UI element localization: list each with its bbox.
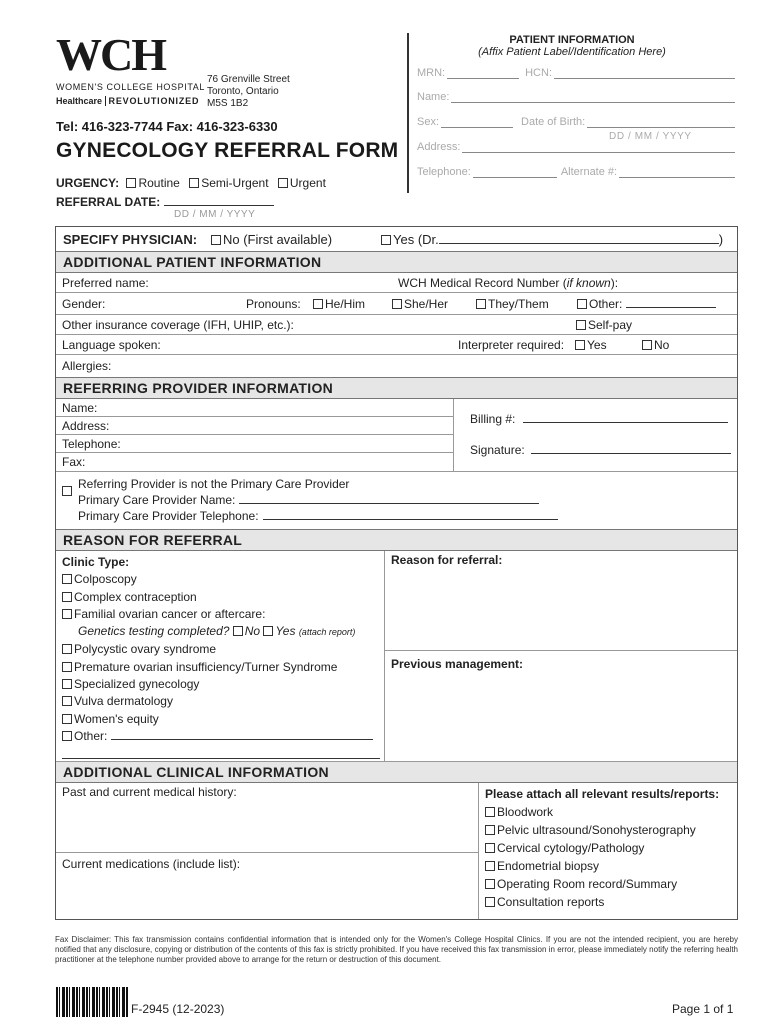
tagline-a: Healthcare: [56, 96, 103, 106]
attach-cytology: [485, 839, 719, 857]
dob-hint: DD / MM / YYYY: [609, 131, 692, 142]
interpreter-no: [642, 338, 669, 352]
genetics-no-checkbox[interactable]: [233, 626, 243, 636]
mrn-label: MRN:: [417, 67, 446, 79]
previous-label: Previous management:: [391, 657, 524, 671]
genetics-yes-checkbox[interactable]: [263, 626, 273, 636]
genetics-label: Genetics testing completed?: [78, 624, 230, 639]
self-pay-label: Self-pay: [588, 318, 633, 332]
urgency-row: [56, 176, 326, 190]
hospital-logo: WCH: [56, 29, 165, 80]
pronoun-he: [313, 297, 365, 311]
medications-box[interactable]: [56, 853, 478, 875]
address-line-2: Toronto, Ontario: [207, 86, 279, 97]
signature-field[interactable]: [531, 443, 731, 454]
form-code: F-2945 (12-2023): [131, 1002, 225, 1016]
pcp-name-label: Primary Care Provider Name:: [78, 493, 236, 507]
urgency-label: URGENCY:: [56, 176, 120, 190]
hospital-name: WOMEN'S COLLEGE HOSPITAL: [56, 82, 205, 92]
history-box[interactable]: [56, 783, 478, 853]
section-reason: REASON FOR REFERRAL: [56, 529, 737, 551]
address-row: [417, 141, 735, 153]
preferred-name-label: Preferred name:: [62, 276, 149, 290]
physician-close: ): [718, 232, 724, 247]
specialized-label: Specialized gynecology: [74, 677, 200, 692]
clinic-contraception: [62, 589, 378, 606]
pcp-phone-field[interactable]: [263, 509, 558, 520]
attach-or-record: [485, 875, 719, 893]
she-checkbox[interactable]: [392, 299, 402, 309]
other-pronoun-label: Other:: [589, 297, 623, 311]
previous-box[interactable]: [385, 651, 737, 677]
clinic-list: [56, 551, 385, 762]
ovarian-checkbox[interactable]: [62, 609, 72, 619]
provider-address-label: Address:: [56, 417, 453, 435]
clinic-vulva: [62, 693, 378, 710]
alternate-label: Alternate #:: [560, 166, 618, 178]
attach-list: [485, 785, 719, 911]
patient-name-label: Name:: [417, 91, 450, 103]
form-title: GYNECOLOGY REFERRAL FORM: [56, 139, 399, 162]
pcp-name-field[interactable]: [239, 493, 539, 504]
interpreter-label: Interpreter required:: [458, 338, 565, 352]
they-checkbox[interactable]: [476, 299, 486, 309]
patient-info-title: PATIENT INFORMATION: [509, 34, 635, 46]
interpreter-yes-label: Yes: [587, 338, 607, 352]
not-primary-checkbox[interactable]: [62, 486, 72, 496]
form-body: [55, 226, 738, 920]
patient-phone-field[interactable]: [473, 166, 557, 178]
pronoun-they: [476, 297, 549, 311]
patient-name-field[interactable]: [451, 91, 735, 103]
interpreter-no-label: No: [654, 338, 670, 352]
physician-yes-label: Yes (Dr.: [393, 232, 439, 247]
name-row: [417, 91, 735, 103]
section-clinical: ADDITIONAL CLINICAL INFORMATION: [56, 762, 737, 783]
clinic-other-field[interactable]: [111, 729, 373, 740]
billing-label: Billing #:: [470, 412, 516, 426]
language-label: Language spoken:: [62, 338, 161, 352]
allergies-label: Allergies:: [62, 359, 112, 373]
specialized-checkbox[interactable]: [62, 679, 72, 689]
urgency-urgent-checkbox[interactable]: [278, 178, 288, 188]
referral-date-hint: DD / MM / YYYY: [174, 209, 256, 220]
he-checkbox[interactable]: [313, 299, 323, 309]
genetics-yes-label: Yes: [275, 624, 296, 639]
clinical-body: [56, 783, 737, 919]
contraception-label: Complex contraception: [74, 589, 197, 604]
bloodwork-checkbox[interactable]: [485, 807, 495, 817]
contraception-checkbox[interactable]: [62, 592, 72, 602]
signature-label: Signature:: [470, 443, 525, 457]
referral-date-field[interactable]: [164, 194, 274, 206]
attach-title: Please attach all relevant results/reports:: [485, 787, 720, 801]
clinical-left: [56, 783, 479, 919]
she-label: She/Her: [404, 297, 449, 311]
attach-consultation: [485, 893, 719, 911]
provider-phone-label: Telephone:: [56, 435, 453, 453]
bloodwork-label: Bloodwork: [497, 805, 554, 819]
fax-disclaimer: Fax Disclaimer: This fax transmission contains confidential information that is intended only for the Women's College Hospital Clinics. If you are not the intended recipient, you are hereby notified that any disclosure, copying or distribution of the contents of this fax is strictly prohibited. If you have received this fax transmission in error, please immediately notify the referring health practitioner at the telephone number provided above to arrange for the return or destruction of this document.: [55, 935, 738, 964]
insurance-row: [56, 315, 737, 335]
hcn-label: HCN:: [525, 67, 552, 79]
preferred-name-row: [56, 273, 737, 293]
pcp-row: [56, 472, 737, 529]
pcp-phone: [78, 509, 558, 523]
provider-name-label: Name:: [56, 399, 453, 417]
self-pay: [576, 318, 632, 332]
biopsy-checkbox[interactable]: [485, 861, 495, 871]
vulva-label: Vulva dermatology: [74, 694, 173, 709]
physician-label: SPECIFY PHYSICIAN:: [63, 232, 198, 247]
insurance-label: Other insurance coverage (IFH, UHIP, etc.):: [62, 318, 294, 332]
poi-label: Premature ovarian insufficiency/Turner Syndrome: [74, 659, 338, 674]
ultrasound-checkbox[interactable]: [485, 825, 495, 835]
clinic-other-line2[interactable]: [62, 745, 380, 759]
wch-mrn-label: [398, 276, 618, 290]
sex-label: Sex:: [417, 116, 440, 128]
provider-fax-label: Fax:: [62, 455, 86, 469]
wch-mrn-text: WCH Medical Record Number (: [398, 276, 567, 290]
colposcopy-label: Colposcopy: [74, 572, 137, 587]
physician-no: [211, 232, 332, 247]
clinic-ovarian: [62, 606, 378, 623]
pcos-checkbox[interactable]: [62, 644, 72, 654]
wch-mrn-italic: if known: [566, 276, 611, 290]
section-referring-provider: REFERRING PROVIDER INFORMATION: [56, 377, 737, 399]
clinic-poi: [62, 659, 378, 676]
interpreter-no-checkbox[interactable]: [642, 340, 652, 350]
other-pronoun-checkbox[interactable]: [577, 299, 587, 309]
mrn-field[interactable]: [447, 67, 519, 79]
barcode: [56, 987, 128, 1017]
signature: [470, 443, 731, 457]
dob-field[interactable]: [587, 116, 735, 128]
attach-bloodwork: [485, 803, 719, 821]
referral-date-label: REFERRAL DATE:: [56, 195, 161, 209]
gender-row: [56, 293, 737, 315]
section-additional-patient: ADDITIONAL PATIENT INFORMATION: [56, 251, 737, 273]
physician-yes: [381, 232, 723, 247]
patient-phone-label: Telephone:: [417, 166, 471, 178]
language-row: [56, 335, 737, 355]
pcos-label: Polycystic ovary syndrome: [74, 642, 217, 657]
equity-label: Women's equity: [74, 711, 159, 726]
they-label: They/Them: [488, 297, 549, 311]
alternate-field[interactable]: [619, 166, 735, 178]
clinic-other-checkbox[interactable]: [62, 731, 72, 741]
billing: [470, 412, 728, 426]
hcn-field[interactable]: [554, 67, 735, 79]
address-line-1: 76 Grenville Street: [207, 74, 290, 85]
clinic-other-label: Other:: [74, 728, 108, 743]
provider-left: [56, 399, 454, 472]
hospital-address: [207, 74, 290, 110]
reason-box[interactable]: [385, 551, 737, 651]
page-number: Page 1 of 1: [672, 1002, 734, 1016]
tel-fax: Tel: 416-323-7744 Fax: 416-323-6330: [56, 119, 278, 134]
not-primary-label: Referring Provider is not the Primary Care Provider: [78, 477, 350, 491]
referral-date-row: [56, 194, 274, 209]
allergies-row: [56, 355, 737, 377]
physician-row: [56, 227, 737, 251]
physician-yes-checkbox[interactable]: [381, 235, 391, 245]
poi-checkbox[interactable]: [62, 662, 72, 672]
tagline-b: REVOLUTIONIZED: [105, 96, 200, 106]
sex-dob-row: [417, 116, 735, 128]
attach-report-label: (attach report): [298, 627, 356, 638]
attach-biopsy: [485, 857, 719, 875]
consultation-label: Consultation reports: [497, 895, 605, 909]
billing-field[interactable]: [523, 412, 728, 423]
he-label: He/Him: [325, 297, 366, 311]
patient-address-field[interactable]: [462, 141, 735, 153]
clinic-equity: [62, 711, 378, 728]
genetics-row: [62, 623, 378, 641]
clinic-pcos: [62, 641, 378, 658]
medications-label: Current medications (include list):: [62, 857, 241, 871]
dob-label: Date of Birth:: [521, 116, 586, 128]
pcp-phone-label: Primary Care Provider Telephone:: [78, 509, 259, 523]
interpreter-yes: [575, 338, 607, 352]
urgency-urgent-label: Urgent: [289, 176, 326, 190]
self-pay-checkbox[interactable]: [576, 320, 586, 330]
physician-no-label: No (First available): [223, 232, 333, 247]
ovarian-label: Familial ovarian cancer or aftercare:: [74, 606, 266, 621]
biopsy-label: Endometrial biopsy: [497, 859, 600, 873]
clinic-type-label: Clinic Type:: [62, 555, 130, 569]
clinic-specialized: [62, 676, 378, 693]
reason-body: [56, 551, 737, 762]
urgency-routine-label: Routine: [138, 176, 180, 190]
wch-mrn-end: ):: [610, 276, 619, 290]
urgency-semi-checkbox[interactable]: [189, 178, 199, 188]
address-line-3: M5S 1B2: [207, 98, 249, 109]
urgency-semi-label: Semi-Urgent: [201, 176, 269, 190]
gender-label: Gender:: [62, 297, 106, 311]
history-label: Past and current medical history:: [62, 785, 237, 799]
patient-info-subtitle: (Affix Patient Label/Identification Here): [478, 46, 666, 58]
provider-details: [56, 399, 737, 472]
pronoun-other: [577, 297, 716, 311]
phone-row: [417, 166, 735, 178]
patient-address-label: Address:: [417, 141, 461, 153]
consultation-checkbox[interactable]: [485, 897, 495, 907]
clinic-other: [62, 728, 378, 745]
cytology-checkbox[interactable]: [485, 843, 495, 853]
physician-name-field[interactable]: [439, 232, 719, 244]
other-pronoun-field[interactable]: [626, 297, 716, 308]
colposcopy-checkbox[interactable]: [62, 574, 72, 584]
attach-ultrasound: [485, 821, 719, 839]
patient-info-box: [407, 33, 735, 193]
mrn-row: [417, 67, 735, 79]
pronouns-label: Pronouns:: [246, 297, 301, 311]
genetics-no-label: No: [244, 624, 261, 639]
or-record-label: Operating Room record/Summary: [497, 877, 678, 891]
pcp-name: [78, 493, 539, 507]
urgency-routine-checkbox[interactable]: [126, 178, 136, 188]
cytology-label: Cervical cytology/Pathology: [497, 841, 645, 855]
sex-field[interactable]: [441, 116, 513, 128]
interpreter-yes-checkbox[interactable]: [575, 340, 585, 350]
physician-no-checkbox[interactable]: [211, 235, 221, 245]
clinic-colposcopy: [62, 571, 378, 588]
or-record-checkbox[interactable]: [485, 879, 495, 889]
logo-tagline: [56, 96, 199, 106]
equity-checkbox[interactable]: [62, 714, 72, 724]
vulva-checkbox[interactable]: [62, 696, 72, 706]
pronoun-she: [392, 297, 448, 311]
reason-label: Reason for referral:: [391, 553, 503, 567]
ultrasound-label: Pelvic ultrasound/Sonohysterography: [497, 823, 696, 837]
